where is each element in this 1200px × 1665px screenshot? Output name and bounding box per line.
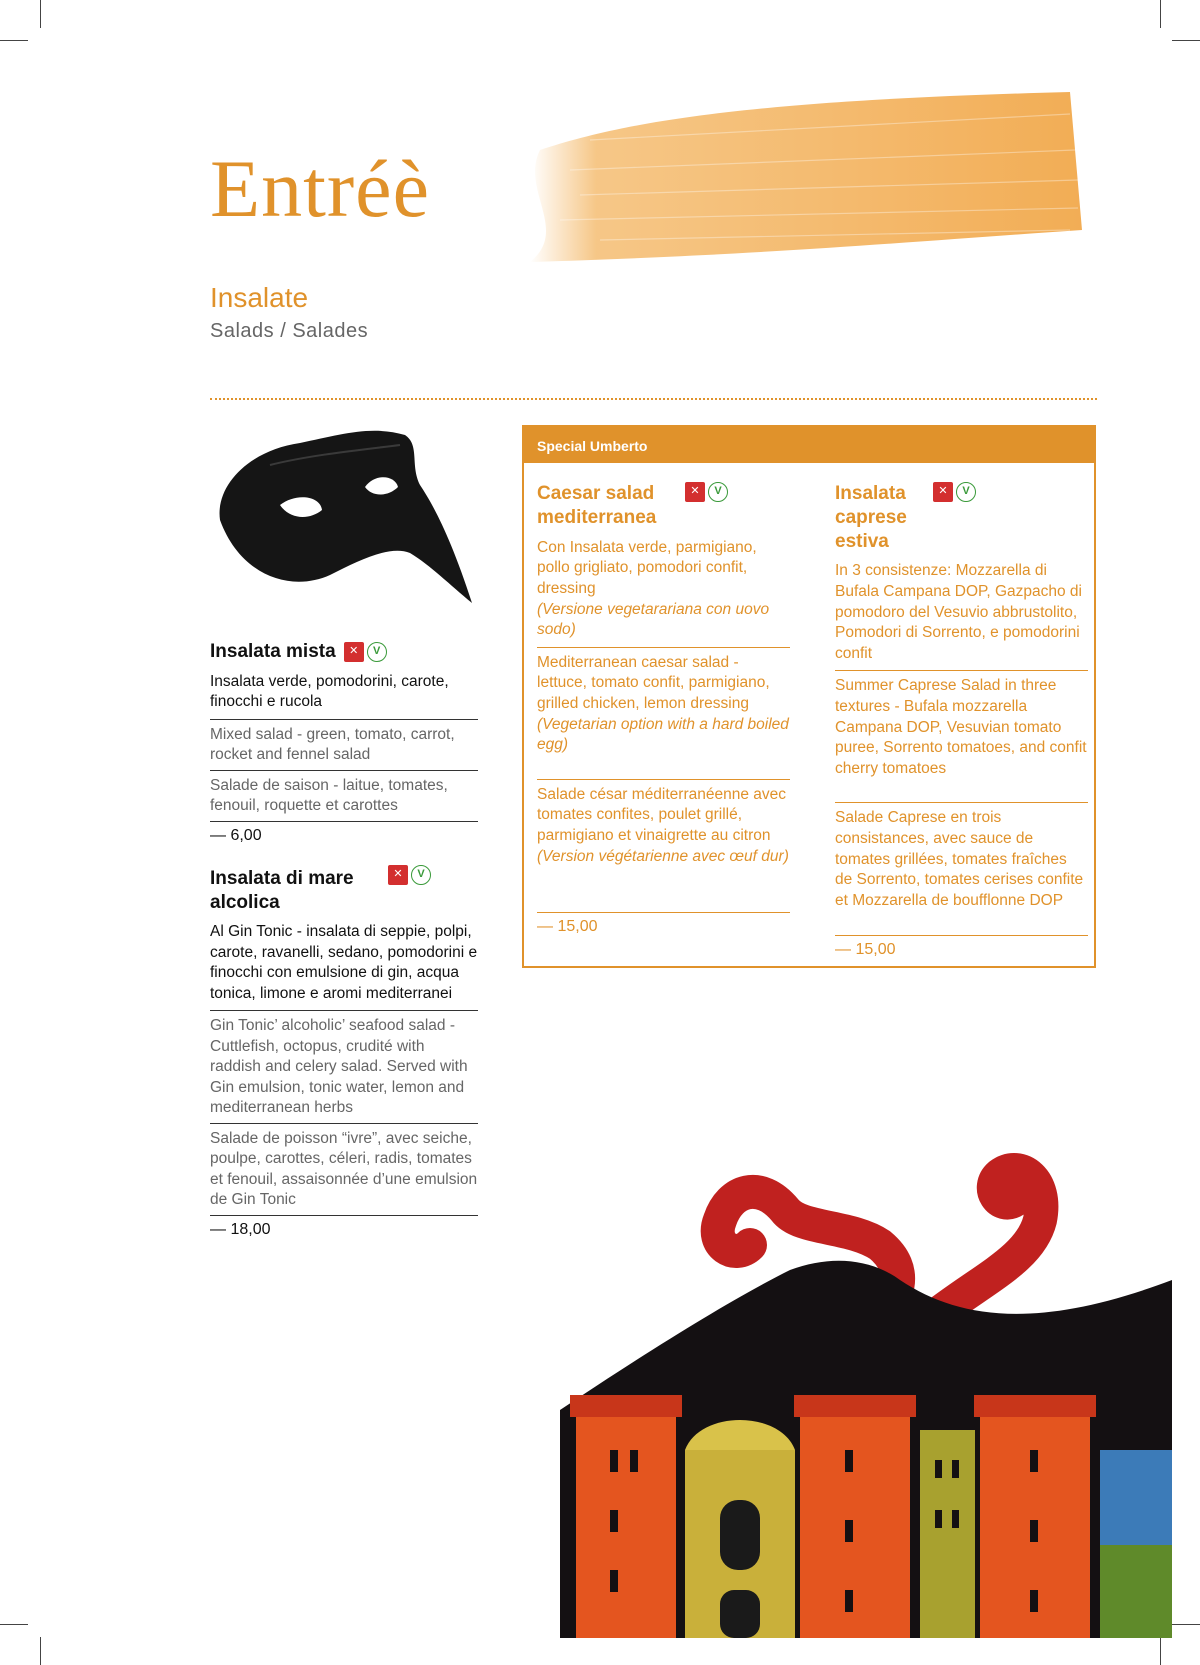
- crop-mark: [1160, 0, 1161, 28]
- page-title: Entréè: [210, 143, 430, 234]
- vegetarian-badge-icon: V: [367, 642, 387, 662]
- crop-mark: [1172, 40, 1200, 41]
- item-description-note: (Versione vegetarariana con uovo sodo): [537, 600, 770, 639]
- item-description-en: Mediterranean caesar salad - lettuce, tomato confit, parmigiano, grilled chicken, lemon dressing: [537, 653, 770, 712]
- special-heading: Special Umberto: [524, 427, 1094, 463]
- item-description-en: Summer Caprese Salad in three textures - Bufala mozzarella Campana DOP, Vesuvian tomato puree, Sorrento tomatoes, and confit cherry tomatoes: [835, 670, 1088, 802]
- vegetarian-badge-icon: V: [411, 865, 431, 885]
- item-description: In 3 consistenze: Mozzarella di Bufala Campana DOP, Gazpacho di pomodoro del Vesuvio abbrustolito, Pomodori di Sorrento, e pomodorini confit: [835, 562, 1083, 663]
- allergen-badge-icon: ✕: [344, 642, 364, 662]
- menu-item: [210, 640, 478, 845]
- item-description-fr: Salade de poisson “ivre”, avec seiche, poulpe, carottes, céleri, radis, tomates et fenouil, assaisonnée d’une emulsion de Gin Tonic: [210, 1123, 478, 1215]
- allergen-badge-icon: ✕: [685, 482, 705, 502]
- crop-mark: [1160, 1637, 1161, 1665]
- special-item: [835, 482, 1088, 959]
- item-price: — 6,00: [210, 821, 478, 845]
- item-name: Insalata caprese estiva: [835, 483, 907, 552]
- crop-mark: [0, 1624, 28, 1625]
- item-description: Al Gin Tonic - insalata di seppie, polpi, carote, ravanelli, sedano, pomodorini e finocchi con emulsione di gin, acqua tonica, limone e aromi mediterranei: [210, 923, 478, 1002]
- item-description: Con Insalata verde, parmigiano, pollo grigliato, pomodori confit, dressing: [537, 538, 757, 597]
- menu-item: [210, 867, 478, 1239]
- crop-mark: [40, 0, 41, 28]
- item-description-en-note: (Vegetarian option with a hard boiled egg): [537, 715, 789, 754]
- item-description-en: Mixed salad - green, tomato, carrot, rocket and fennel salad: [210, 719, 478, 770]
- vegetarian-badge-icon: V: [956, 482, 976, 502]
- vegetarian-badge-icon: V: [708, 482, 728, 502]
- dotted-divider: [210, 398, 1097, 400]
- item-name: Caesar salad mediterranea: [537, 483, 657, 528]
- mask-illustration: [210, 425, 480, 610]
- crop-mark: [40, 1637, 41, 1665]
- item-description: Insalata verde, pomodorini, carote, finocchi e rucola: [210, 672, 449, 711]
- item-price: — 15,00: [835, 935, 1088, 959]
- allergen-badge-icon: ✕: [388, 865, 408, 885]
- special-item: [537, 482, 790, 936]
- menu-left-column: [210, 640, 478, 1261]
- item-description-fr-note: (Version végétarienne avec œuf dur): [537, 847, 789, 865]
- crop-mark: [0, 40, 28, 41]
- section-title: Insalate: [210, 282, 309, 313]
- item-price: — 18,00: [210, 1215, 478, 1239]
- item-name: Insalata mista: [210, 641, 336, 662]
- item-description-en: Gin Tonic’ alcoholic’ seafood salad - Cuttlefish, octopus, crudité with raddish and celery salad. Served with Gin emulsion, tonic water, lemon and mediterranean herbs: [210, 1010, 478, 1123]
- vesuvius-castle-illustration: [560, 1030, 1172, 1638]
- allergen-badge-icon: ✕: [933, 482, 953, 502]
- item-price: — 15,00: [537, 912, 790, 936]
- item-description-fr: Salade de saison - laitue, tomates, fenouil, roquette et carottes: [210, 770, 478, 821]
- section-subtitle: Salads / Salades: [210, 320, 369, 342]
- item-description-fr: Salade Caprese en trois consistances, avec sauce de tomates grillées, tomates fraîches de Sorrento, tomates cerises confite et Mozzarella de boufflonne DOP: [835, 802, 1088, 935]
- crop-mark: [1172, 1624, 1200, 1625]
- brush-stroke-decoration: [510, 80, 1090, 270]
- item-description-fr: Salade césar méditerranéenne avec tomates confites, poulet grillé, parmigiano et vinaigrette au citron: [537, 785, 787, 844]
- special-box: [522, 425, 1096, 968]
- item-name: Insalata di mare alcolica: [210, 867, 354, 913]
